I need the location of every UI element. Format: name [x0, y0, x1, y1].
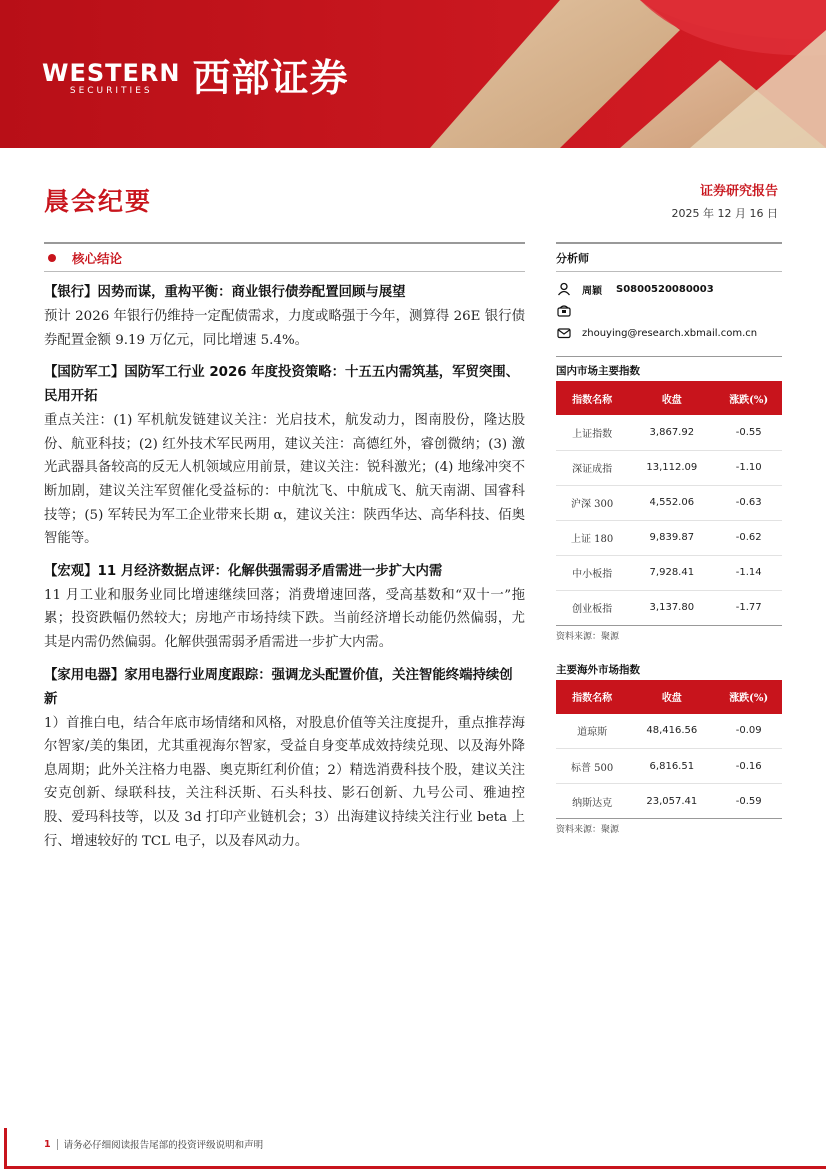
column-header: 收盘	[628, 680, 715, 714]
header-banner	[0, 0, 826, 148]
logo-english	[42, 60, 180, 96]
table-row	[556, 520, 782, 555]
analyst-cert: S0800520080003	[616, 283, 714, 295]
item-heading: 【国防军工】国防军工行业 2026 年度投资策略：十五五内需筑基，军贸突围、民用开拓	[44, 365, 520, 405]
footer-note: 请务必仔细阅读报告尾部的投资评级说明和声明	[63, 1140, 264, 1151]
analyst-name: 周颖	[582, 285, 602, 297]
index-name: 沪深 300	[556, 485, 628, 520]
analyst-name-row	[556, 278, 782, 300]
item-body: 1）首推白电，结合年底市场情绪和风格，对股息价值等关注度提升，重点推荐海尔智家/美的集团，尤其重视海尔智家，受益自身变革成效持续兑现、以及海外降息周期；此外关注格力电器、奥克斯红利价值；2）精选消费科技个股，建议关注安克创新、绿联科技，关注科沃斯、石头科技、影石创新、九号公司、雅迪控股、爱玛科技等，以及 3d 打印产业链机会；3）出海建议持续关注行业 beta 上行、增速较好的 TCL 电子，以及春风动力。	[44, 715, 525, 849]
index-name: 深证成指	[556, 450, 628, 485]
index-change: -0.62	[715, 520, 782, 555]
table-row	[556, 749, 782, 784]
index-close: 48,416.56	[628, 714, 715, 749]
logo-chinese: 西部证券	[192, 56, 349, 100]
table-row	[556, 415, 782, 450]
footer-divider	[57, 1139, 58, 1150]
overseas-table-title: 主要海外市场指数	[556, 663, 640, 676]
column-header: 指数名称	[556, 680, 628, 714]
index-close: 3,137.80	[628, 590, 715, 625]
page-number: 1	[44, 1138, 51, 1150]
index-change: -0.09	[715, 714, 782, 749]
index-change: -1.10	[715, 450, 782, 485]
phone-icon	[556, 303, 572, 319]
index-name: 上证指数	[556, 415, 628, 450]
report-date: 2025 年 12 月 16 日	[671, 207, 778, 220]
domestic-source: 资料来源：聚源	[556, 631, 620, 642]
index-change: -0.59	[715, 784, 782, 819]
overseas-index-table	[556, 680, 782, 820]
index-name: 道琼斯	[556, 714, 628, 749]
summary-item-appliances	[44, 664, 525, 854]
column-header: 指数名称	[556, 381, 628, 415]
section-title: 核心结论	[72, 250, 123, 266]
bullet-dot-icon	[48, 254, 56, 262]
overseas-source: 资料来源：聚源	[556, 825, 620, 835]
index-close: 23,057.41	[628, 784, 715, 819]
table-row	[556, 714, 782, 749]
section-header	[44, 242, 525, 272]
corner-line-vertical	[4, 1128, 7, 1169]
table-row	[556, 590, 782, 625]
main-content	[44, 242, 525, 853]
page-title: 晨会纪要	[44, 187, 153, 216]
column-header: 涨跌(%)	[715, 381, 782, 415]
domestic-table-title: 国内市场主要指数	[556, 365, 640, 377]
index-change: -0.16	[715, 749, 782, 784]
index-close: 13,112.09	[628, 450, 715, 485]
logo-en-bottom: SECURITIES	[69, 86, 153, 96]
logo-en-top: WESTERN	[42, 59, 181, 87]
column-header: 涨跌(%)	[715, 680, 782, 714]
divider	[556, 344, 782, 357]
item-body: 预计 2026 年银行仍维持一定配债需求，力度或略强于今年，测算得 26E 银行债券配置金额 9.19 万亿元，同比增速 5.4%。	[44, 309, 525, 348]
table-row	[556, 450, 782, 485]
item-body: 重点关注：(1) 军机航发链建议关注：光启技术，航发动力，图南股份，隆达股份、航亚科技；(2) 红外技术军民两用，建议关注：高德红外，睿创微纳；(3) 激光武器具备较高的反无人机领域应用前景，建议关注：锐科激光；(4) 地缘冲突不断加剧，建议关注军贸催化受益标的：中航沈飞、中航成飞、航天南湖、国睿科技等；(5) 军转民为军工企业带来长期 α，建议关注：陕西华达、高华科技、佰奥智能等。	[44, 413, 525, 547]
table-row	[556, 555, 782, 590]
summary-item-bank	[44, 281, 525, 352]
page-footer	[44, 1137, 263, 1151]
item-body: 11 月工业和服务业同比增速继续回落；消费增速回落，受高基数和“双十一”拖累；投资跌幅仍然较大；房地产市场持续下跌。当前经济增长动能仍然偏弱，尤其是内需仍然偏弱。化解供强需弱矛盾需进一步扩大内需。	[44, 587, 525, 650]
index-name: 创业板指	[556, 590, 628, 625]
index-close: 6,816.51	[628, 749, 715, 784]
index-close: 9,839.87	[628, 520, 715, 555]
summary-item-macro	[44, 560, 525, 655]
table-row	[556, 485, 782, 520]
index-change: -0.55	[715, 415, 782, 450]
item-heading: 【宏观】11 月经济数据点评：化解供强需弱矛盾需进一步扩大内需	[44, 563, 443, 579]
analyst-email-row	[556, 322, 782, 344]
index-name: 标普 500	[556, 749, 628, 784]
index-name: 纳斯达克	[556, 784, 628, 819]
index-close: 7,928.41	[628, 555, 715, 590]
index-close: 4,552.06	[628, 485, 715, 520]
summary-item-defense	[44, 361, 525, 551]
index-name: 上证 180	[556, 520, 628, 555]
column-header: 收盘	[628, 381, 715, 415]
index-change: -1.14	[715, 555, 782, 590]
item-heading: 【家用电器】家用电器行业周度跟踪：强调龙头配置价值，关注智能终端持续创新	[44, 667, 513, 707]
index-name: 中小板指	[556, 555, 628, 590]
sidebar	[556, 242, 782, 841]
analyst-heading: 分析师	[556, 242, 782, 272]
domestic-index-table	[556, 381, 782, 626]
person-icon	[556, 281, 572, 297]
index-close: 3,867.92	[628, 415, 715, 450]
item-heading: 【银行】因势而谋，重构平衡：商业银行债券配置回顾与展望	[44, 285, 406, 300]
analyst-phone-row	[556, 300, 782, 322]
table-row	[556, 784, 782, 819]
index-change: -1.77	[715, 590, 782, 625]
analyst-email[interactable]: zhouying@research.xbmail.com.cn	[582, 327, 758, 339]
index-change: -0.63	[715, 485, 782, 520]
report-type: 证券研究报告	[699, 184, 778, 199]
email-icon	[556, 325, 572, 341]
brand-logo	[42, 56, 349, 100]
